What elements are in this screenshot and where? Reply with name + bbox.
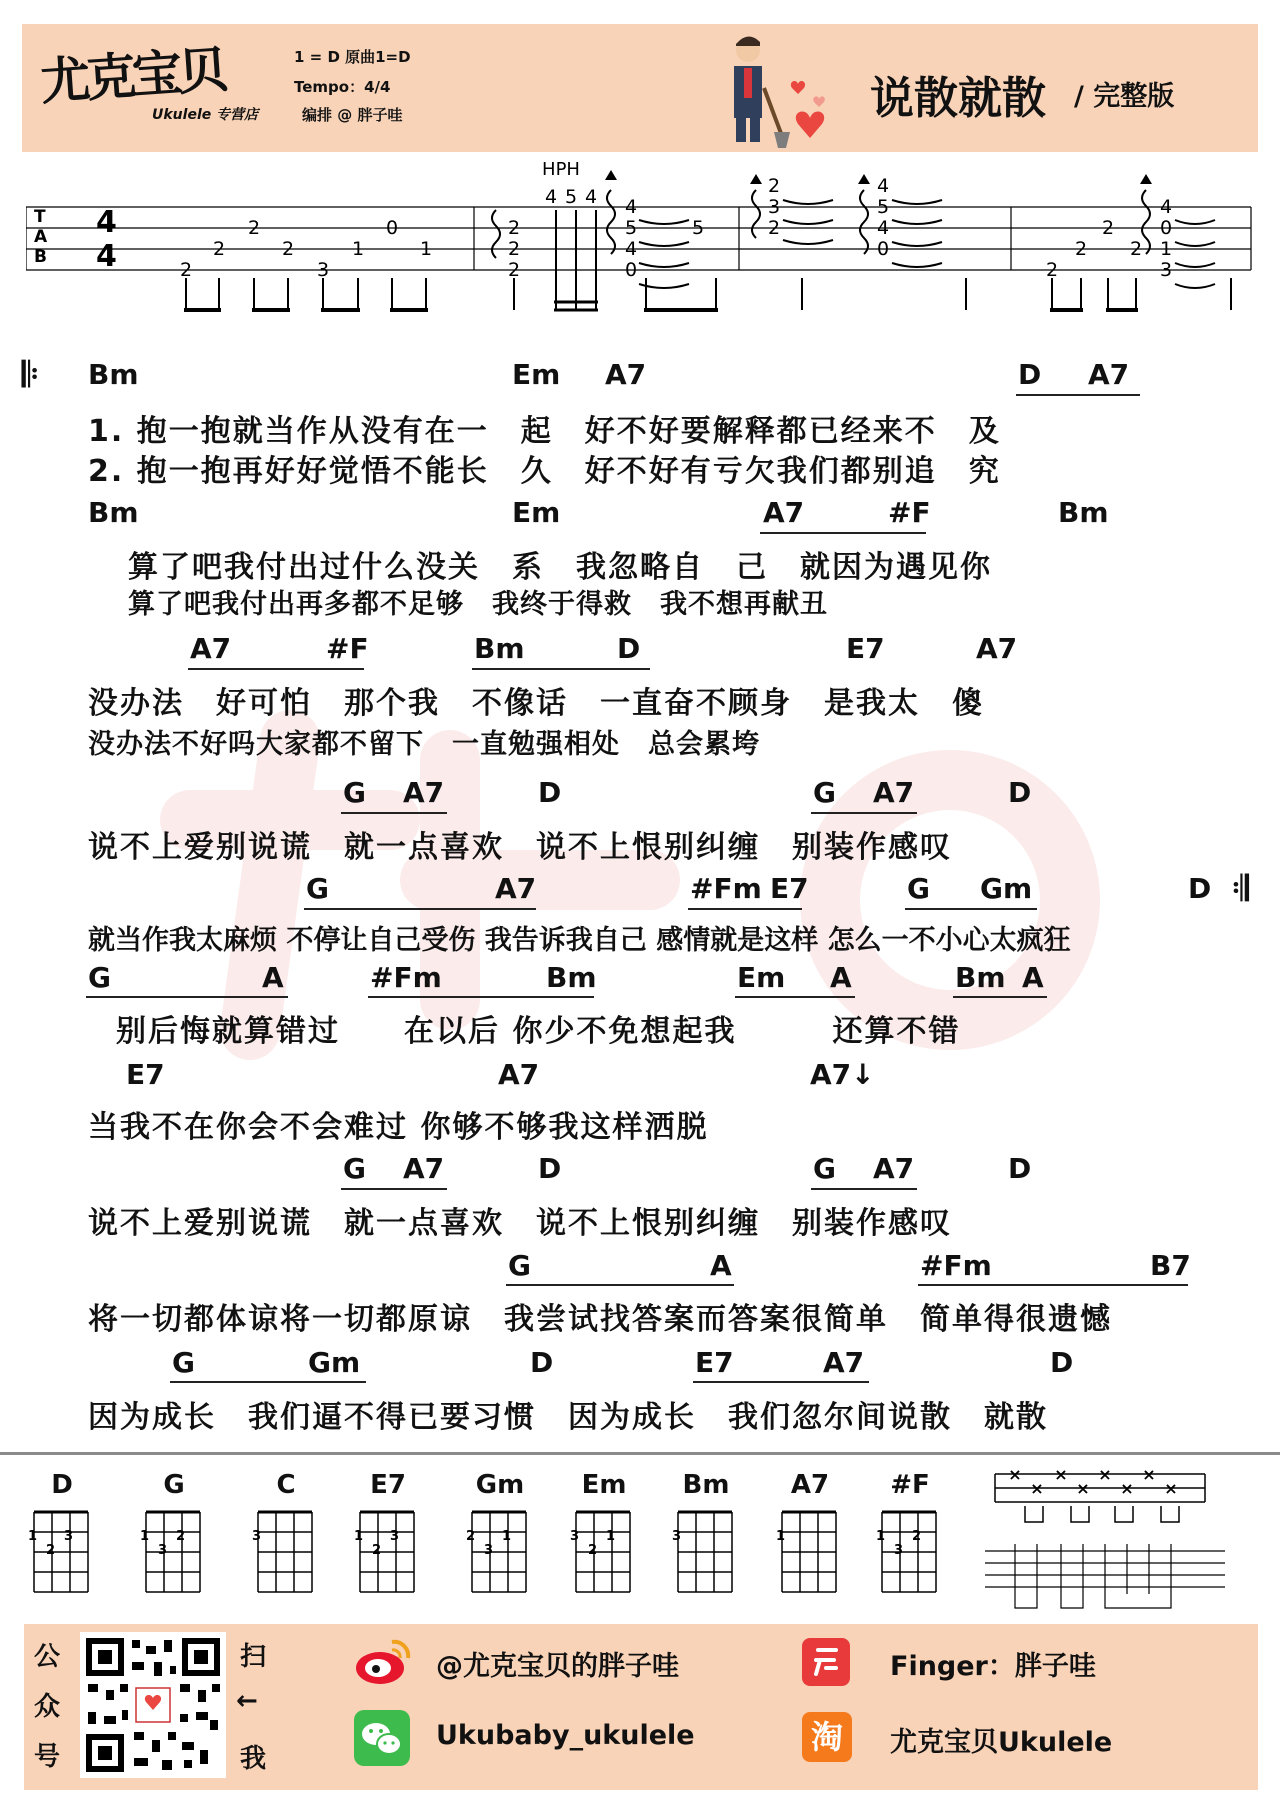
chord-diagram bbox=[564, 1470, 644, 1610]
tab-note: 2 bbox=[767, 175, 781, 197]
finger-app-icon bbox=[802, 1638, 850, 1686]
tab-clef-b: B bbox=[34, 247, 47, 267]
tab-note: 0 bbox=[876, 238, 890, 260]
time-sig-bottom: 4 bbox=[96, 239, 117, 274]
lyric-line: 别后悔就算错过 在以后 你少不免想起我 还算不错 bbox=[116, 1014, 961, 1049]
tab-note: 4 bbox=[1159, 196, 1173, 218]
tab-note: 2 bbox=[1129, 238, 1143, 260]
chord-label: G bbox=[813, 1152, 836, 1185]
arranger-info: 编排 @ 胖子哇 bbox=[302, 106, 403, 124]
chord-label: #Fm bbox=[920, 1249, 992, 1282]
chord-label: D bbox=[538, 776, 562, 809]
tab-note: 0 bbox=[385, 217, 399, 239]
tab-note: 3 bbox=[1159, 259, 1173, 281]
chord-label: #Fm bbox=[690, 872, 762, 905]
chord-diagram-name: D bbox=[51, 1470, 73, 1500]
chord-diagram bbox=[246, 1470, 326, 1610]
chord-label: D bbox=[1050, 1346, 1074, 1379]
brand-logo: 尤克宝贝 bbox=[38, 40, 227, 112]
strum-arrow-icon bbox=[860, 190, 868, 254]
chord-label: A7 bbox=[403, 776, 445, 809]
tab-note: 2 bbox=[1074, 238, 1088, 260]
chord-underline bbox=[304, 908, 536, 910]
chord-label: Bm bbox=[955, 961, 1006, 994]
chord-label: Bm bbox=[88, 358, 139, 391]
chord-underline bbox=[918, 1284, 1188, 1286]
chord-label: A7 bbox=[873, 1152, 915, 1185]
svg-text:×: × bbox=[1030, 1479, 1044, 1498]
tab-note: 2 bbox=[212, 238, 226, 260]
lyric-line: 算了吧我付出过什么没关 系 我忽略自 己 就因为遇见你 bbox=[128, 550, 992, 585]
weibo-handle[interactable]: @尤克宝贝的胖子哇 bbox=[436, 1651, 679, 1682]
footer-banner bbox=[24, 1624, 1258, 1790]
chord-label: A7 bbox=[605, 358, 647, 391]
fretboard-grid bbox=[460, 1508, 540, 1608]
tempo-info: Tempo：4/4 bbox=[294, 78, 391, 96]
chord-underline bbox=[341, 1188, 447, 1190]
chord-label: D bbox=[1188, 872, 1212, 905]
chord-underline bbox=[735, 996, 855, 998]
chord-label: D bbox=[1008, 1152, 1032, 1185]
tab-note: 2 bbox=[247, 217, 261, 239]
chord-label: D bbox=[1018, 358, 1042, 391]
chord-diagram-name: E7 bbox=[370, 1470, 406, 1500]
tab-note: 5 bbox=[691, 217, 705, 239]
chord-label: A bbox=[830, 961, 852, 994]
chord-label: Em bbox=[737, 961, 786, 994]
shop-watermark bbox=[130, 700, 1130, 1120]
tab-note: 4 bbox=[624, 196, 638, 218]
svg-text:×: × bbox=[1142, 1466, 1156, 1484]
tab-note: 5 bbox=[624, 217, 638, 239]
chord-label: D bbox=[1008, 776, 1032, 809]
tab-note: 0 bbox=[1159, 217, 1173, 239]
chord-diagram-name: G bbox=[163, 1470, 185, 1500]
time-sig-top: 4 bbox=[96, 205, 117, 240]
finger-number: 2 bbox=[372, 1543, 382, 1558]
finger-number: 3 bbox=[390, 1529, 400, 1544]
svg-text:×: × bbox=[1076, 1479, 1090, 1498]
chord-label: B7 bbox=[1150, 1249, 1191, 1282]
lyric-line: 当我不在你会不会难过 你够不够我这样洒脱 bbox=[88, 1110, 709, 1145]
chord-label: Gm bbox=[308, 1346, 361, 1379]
svg-text:×: × bbox=[1008, 1466, 1022, 1484]
finger-number: 1 bbox=[502, 1529, 512, 1544]
lyric-line: 因为成长 我们逼不得已要习惯 因为成长 我们忽尔间说散 就散 bbox=[88, 1400, 1048, 1435]
finger-number: 3 bbox=[158, 1543, 168, 1558]
chord-label: Bm bbox=[546, 961, 597, 994]
fretboard-grid bbox=[564, 1508, 644, 1608]
hph-technique: HPH bbox=[542, 160, 580, 180]
scan-arrow-icon: ← bbox=[236, 1686, 258, 1716]
qr-code[interactable] bbox=[80, 1632, 226, 1778]
chord-diagram-name: Bm bbox=[682, 1470, 730, 1500]
chord-diagram bbox=[460, 1470, 540, 1610]
chord-label: Bm bbox=[1058, 496, 1109, 529]
lyric-line: 说不上爱别说谎 就一点喜欢 说不上恨别纠缠 别装作感叹 bbox=[88, 830, 952, 865]
intro-tablature bbox=[26, 160, 1256, 325]
tab-note: 4 bbox=[584, 186, 598, 208]
wechat-id[interactable]: Ukubaby_ukulele bbox=[436, 1720, 695, 1751]
fretboard-grid bbox=[134, 1508, 214, 1608]
fretboard-grid bbox=[870, 1508, 950, 1608]
measure-3 bbox=[750, 174, 889, 260]
fretboard-grid bbox=[246, 1508, 326, 1608]
tab-note: 2 bbox=[507, 259, 521, 281]
chord-diagram bbox=[22, 1470, 102, 1610]
chord-label: G bbox=[813, 776, 836, 809]
tab-note: 1 bbox=[351, 238, 365, 260]
repeat-end-sign: 𝄇 bbox=[1232, 869, 1249, 909]
edition-label: / 完整版 bbox=[1074, 81, 1175, 112]
chord-label: A7 bbox=[873, 776, 915, 809]
chord-label: G bbox=[343, 1152, 366, 1185]
chord-label: E7 bbox=[126, 1058, 165, 1091]
tab-note: 2 bbox=[179, 259, 193, 281]
finger-credit: Finger：胖子哇 bbox=[890, 1651, 1096, 1682]
chord-underline bbox=[188, 668, 364, 670]
chord-label: G bbox=[907, 872, 930, 905]
chord-label: A7 bbox=[495, 872, 537, 905]
tab-clef-a: A bbox=[34, 227, 48, 247]
chord-underline bbox=[341, 812, 447, 814]
chord-diagram bbox=[666, 1470, 746, 1610]
chord-underline bbox=[170, 1381, 366, 1383]
scan-label-1: 扫 bbox=[240, 1642, 267, 1672]
finger-number: 1 bbox=[354, 1529, 364, 1544]
tab-clef-t: T bbox=[34, 207, 46, 227]
finger-number: 3 bbox=[64, 1529, 74, 1544]
chord-diagram-name: C bbox=[276, 1470, 296, 1500]
chord-label: A7 bbox=[763, 496, 805, 529]
chord-underline bbox=[811, 812, 917, 814]
chord-diagram-name: #F bbox=[890, 1470, 930, 1500]
finger-number: 2 bbox=[46, 1543, 56, 1558]
fretboard-grid bbox=[22, 1508, 102, 1608]
chord-label: A bbox=[710, 1249, 732, 1282]
chord-diagram bbox=[348, 1470, 428, 1610]
tab-note: 2 bbox=[1045, 259, 1059, 281]
finger-number: 3 bbox=[252, 1529, 262, 1544]
chord-label: G bbox=[88, 961, 111, 994]
chord-diagram bbox=[134, 1470, 214, 1610]
chord-underline bbox=[86, 996, 288, 998]
tab-note: 4 bbox=[876, 217, 890, 239]
chord-label: A bbox=[1022, 961, 1044, 994]
finger-number: 3 bbox=[484, 1543, 494, 1558]
wechat-icon bbox=[354, 1710, 410, 1766]
chord-diagram-name: Em bbox=[581, 1470, 627, 1500]
chord-label: D bbox=[530, 1346, 554, 1379]
svg-text:×: × bbox=[1164, 1479, 1178, 1498]
tab-note: 2 bbox=[281, 238, 295, 260]
svg-text:×: × bbox=[1120, 1479, 1134, 1498]
qr-label-2: 众 bbox=[34, 1692, 61, 1722]
finger-number: 1 bbox=[776, 1529, 786, 1544]
chord-label: D bbox=[617, 632, 641, 665]
strum-arrow-icon bbox=[607, 190, 615, 254]
chord-label: #Fm bbox=[370, 961, 442, 994]
chord-underline bbox=[760, 532, 926, 534]
chord-underline bbox=[1016, 394, 1140, 396]
chord-label: A7 bbox=[403, 1152, 445, 1185]
tab-note: 1 bbox=[1159, 238, 1173, 260]
chord-label: G bbox=[508, 1249, 531, 1282]
scan-label-3: 我 bbox=[240, 1744, 267, 1774]
tab-note: 1 bbox=[419, 238, 433, 260]
chord-label: Gm bbox=[980, 872, 1033, 905]
chord-label: D bbox=[538, 1152, 562, 1185]
finger-number: 1 bbox=[876, 1529, 886, 1544]
finger-number: 2 bbox=[466, 1529, 476, 1544]
svg-text:×: × bbox=[1054, 1466, 1068, 1484]
chord-label: #F bbox=[326, 632, 369, 665]
key-info: 1 = D 原曲1=D bbox=[294, 48, 411, 66]
chord-label: G bbox=[172, 1346, 195, 1379]
tab-note: 2 bbox=[767, 217, 781, 239]
breakup-illustration bbox=[694, 28, 844, 150]
tab-note: 5 bbox=[876, 196, 890, 218]
strum-arrow-icon bbox=[752, 190, 760, 238]
finger-number: 2 bbox=[588, 1543, 598, 1558]
lyric-line: 说不上爱别说谎 就一点喜欢 说不上恨别纠缠 别装作感叹 bbox=[88, 1206, 952, 1241]
chord-label: A7 bbox=[823, 1346, 865, 1379]
strum-pattern bbox=[985, 1466, 1235, 1616]
chord-underline bbox=[693, 1381, 869, 1383]
chord-label: A7 bbox=[976, 632, 1018, 665]
chord-label: Bm bbox=[474, 632, 525, 665]
chord-label: E7 bbox=[846, 632, 885, 665]
chord-label: A7 bbox=[190, 632, 232, 665]
finger-number: 3 bbox=[672, 1529, 682, 1544]
finger-number: 2 bbox=[176, 1529, 186, 1544]
chord-label: E7 bbox=[695, 1346, 734, 1379]
taobao-icon: 淘 bbox=[802, 1712, 852, 1762]
chord-underline bbox=[472, 668, 650, 670]
lyric-line: 将一切都体谅将一切都原谅 我尝试找答案而答案很简单 简单得很遗憾 bbox=[88, 1302, 1112, 1337]
chord-underline bbox=[688, 908, 802, 910]
lyric-line: 没办法不好吗大家都不留下 一直勉强相处 总会累垮 bbox=[88, 729, 760, 760]
chord-label: Em bbox=[512, 496, 561, 529]
tab-note: 3 bbox=[316, 259, 330, 281]
tab-note: 5 bbox=[564, 186, 578, 208]
chord-diagram bbox=[870, 1470, 950, 1610]
tab-note: 4 bbox=[544, 186, 558, 208]
chord-underline bbox=[905, 908, 1037, 910]
chord-underline bbox=[506, 1284, 734, 1286]
song-title: 说散就散 bbox=[870, 73, 1046, 124]
chord-underline bbox=[953, 996, 1047, 998]
chord-underline bbox=[811, 1188, 917, 1190]
chord-label: #F bbox=[888, 496, 931, 529]
tab-note: 2 bbox=[507, 238, 521, 260]
qr-label-3: 号 bbox=[34, 1742, 61, 1772]
lyric-line: 2. 抱一抱再好好觉悟不能长 久 好不好有亏欠我们都别追 究 bbox=[88, 454, 1001, 489]
strum-arrow-icon bbox=[492, 210, 500, 258]
tab-note: 2 bbox=[507, 217, 521, 239]
fretboard-grid bbox=[770, 1508, 850, 1608]
chord-label: Em bbox=[512, 358, 561, 391]
brand-logo-subtitle: Ukulele 专营店 bbox=[152, 107, 259, 123]
chord-diagram bbox=[770, 1470, 850, 1610]
tab-note: 2 bbox=[1101, 217, 1115, 239]
finger-number: 3 bbox=[894, 1543, 904, 1558]
weibo-icon bbox=[354, 1636, 412, 1686]
chord-diagram-name: A7 bbox=[790, 1470, 830, 1500]
lyric-line: 算了吧我付出再多都不足够 我终于得救 我不想再献丑 bbox=[128, 589, 828, 620]
measure-2 bbox=[492, 160, 704, 281]
chord-label: G bbox=[343, 776, 366, 809]
chord-label: Bm bbox=[88, 496, 139, 529]
taobao-shop[interactable]: 尤克宝贝Ukulele bbox=[890, 1727, 1113, 1758]
chord-underline bbox=[368, 996, 594, 998]
section-divider bbox=[0, 1452, 1280, 1455]
tab-note: 4 bbox=[876, 175, 890, 197]
chord-label: A7 bbox=[1088, 358, 1130, 391]
finger-number: 1 bbox=[140, 1529, 150, 1544]
strum-arrow-icon bbox=[1142, 190, 1150, 254]
finger-number: 3 bbox=[570, 1529, 580, 1544]
qr-label-1: 公 bbox=[34, 1642, 61, 1672]
lyric-line: 1. 抱一抱就当作从没有在一 起 好不好要解释都已经来不 及 bbox=[88, 414, 1001, 449]
svg-text:×: × bbox=[1098, 1466, 1112, 1484]
tab-note: 0 bbox=[624, 259, 638, 281]
finger-number: 1 bbox=[28, 1529, 38, 1544]
header-banner bbox=[22, 24, 1258, 152]
chord-label: A7 bbox=[498, 1058, 540, 1091]
chord-label: A7↓ bbox=[810, 1058, 875, 1091]
finger-number: 2 bbox=[912, 1529, 922, 1544]
tab-note: 3 bbox=[767, 196, 781, 218]
chord-label: E7 bbox=[770, 872, 809, 905]
tab-note: 4 bbox=[624, 238, 638, 260]
lyric-line: 就当作我太麻烦 不停让自己受伤 我告诉我自己 感情就是这样 怎么一不小心太疯狂 bbox=[88, 925, 1071, 956]
fretboard-grid bbox=[348, 1508, 428, 1608]
repeat-start-sign: 𝄆 bbox=[22, 355, 39, 395]
finger-number: 1 bbox=[606, 1529, 616, 1544]
chord-label: A bbox=[262, 961, 284, 994]
chord-diagram-name: Gm bbox=[475, 1470, 525, 1500]
lyric-line: 没办法 好可怕 那个我 不像话 一直奋不顾身 是我太 傻 bbox=[88, 686, 984, 721]
chord-label: G bbox=[306, 872, 329, 905]
fretboard-grid bbox=[666, 1508, 746, 1608]
